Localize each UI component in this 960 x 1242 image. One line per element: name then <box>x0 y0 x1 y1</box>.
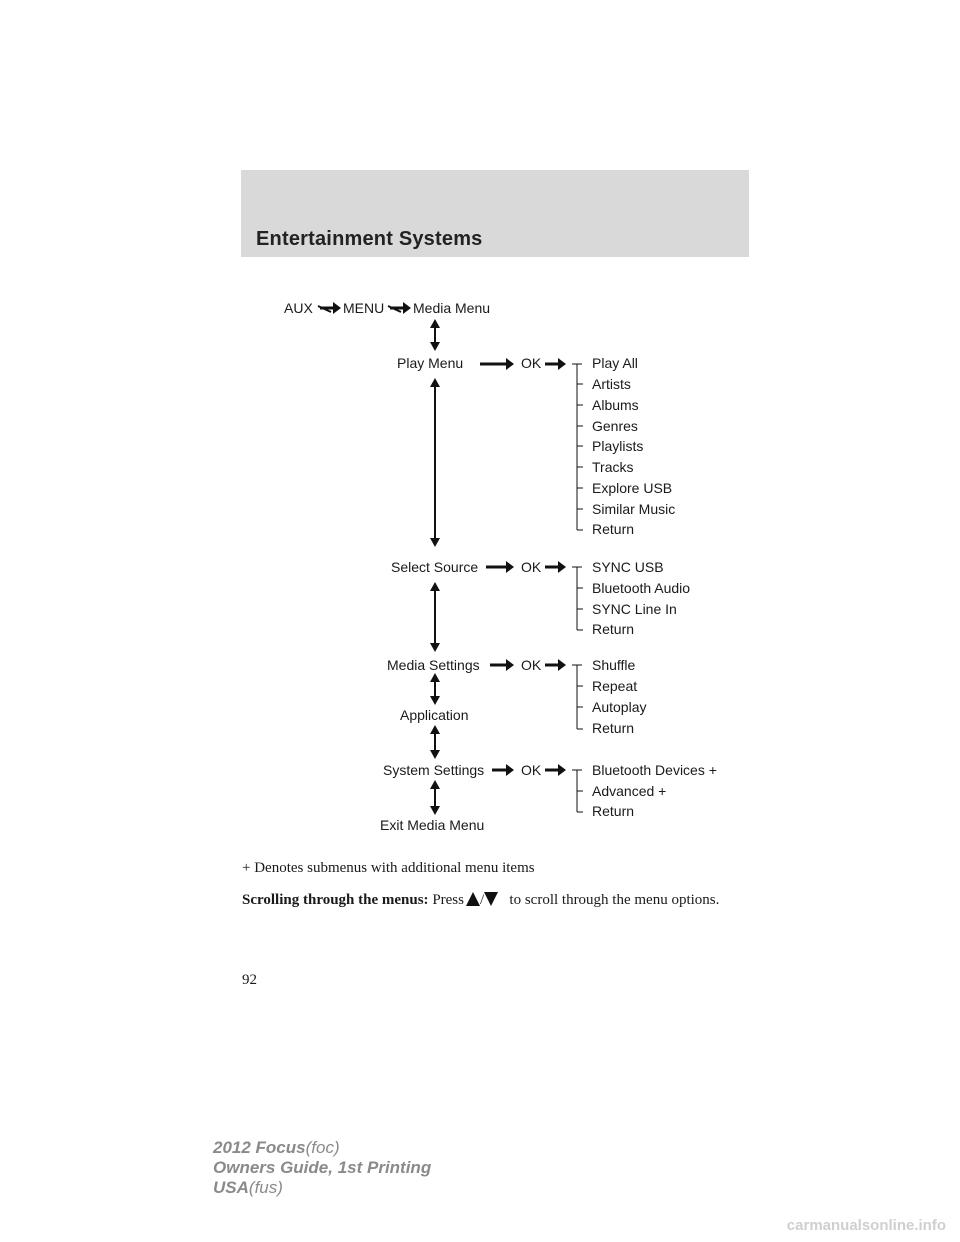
option-item: Return <box>592 521 635 537</box>
option-item: Return <box>592 621 635 637</box>
right-arrow-icon <box>545 561 566 573</box>
updown-arrow-icon <box>430 319 440 351</box>
right-arrow-icon <box>545 659 566 671</box>
watermark: carmanualsonline.info <box>786 1217 946 1234</box>
right-arrow-icon <box>492 764 514 776</box>
scroll-separator: / <box>479 892 485 908</box>
option-item: Bluetooth Devices + <box>592 762 717 778</box>
options-bracket <box>572 364 583 530</box>
ok-label: OK <box>521 762 542 778</box>
option-item: SYNC Line In <box>592 601 677 617</box>
page-number: 92 <box>242 972 257 988</box>
right-arrow-icon <box>490 659 514 671</box>
scroll-instructions <box>242 890 762 911</box>
option-item: Playlists <box>592 438 644 454</box>
option-item: Return <box>592 803 635 819</box>
menu-play-menu: Play Menu <box>397 355 464 371</box>
scroll-label: Scrolling through the menus: <box>242 892 429 908</box>
footer-model-code: (foc) <box>305 1138 340 1157</box>
menu-system-settings: System Settings <box>383 762 485 778</box>
option-item: Artists <box>592 376 631 392</box>
aux-label: AUX <box>284 300 313 316</box>
scroll-press: Press <box>432 892 464 908</box>
option-item: Bluetooth Audio <box>592 580 691 596</box>
option-item: Albums <box>592 397 639 413</box>
option-item: Advanced + <box>592 783 667 799</box>
footer-market-code: (fus) <box>248 1178 283 1197</box>
option-item: Explore USB <box>592 480 673 496</box>
menu-label: MENU <box>343 300 385 316</box>
options-bracket <box>572 567 583 630</box>
menu-select-source: Select Source <box>391 559 479 575</box>
updown-arrow-icon <box>430 378 440 547</box>
updown-arrow-icon <box>430 673 440 705</box>
option-item: Repeat <box>592 678 638 694</box>
right-arrow-icon <box>545 358 566 370</box>
options-bracket <box>572 665 583 729</box>
menu-exit-media-menu: Exit Media Menu <box>380 817 485 833</box>
down-arrow-icon <box>484 892 498 906</box>
footer-guide: Owners Guide, 1st Printing <box>213 1158 432 1177</box>
ok-label: OK <box>521 559 542 575</box>
updown-arrow-icon <box>430 780 440 815</box>
footer-model: 2012 Focus <box>213 1138 306 1157</box>
option-item: Genres <box>592 418 638 434</box>
option-item: SYNC USB <box>592 559 664 575</box>
ok-label: OK <box>521 657 542 673</box>
footnote: + Denotes submenus with additional menu items <box>242 860 535 876</box>
option-item: Tracks <box>592 459 634 475</box>
scroll-rest: to scroll through the menu options. <box>509 892 720 908</box>
option-item: Shuffle <box>592 657 636 673</box>
ok-label: OK <box>521 355 542 371</box>
document-footer <box>213 1138 431 1198</box>
up-arrow-icon <box>466 892 480 906</box>
option-item: Similar Music <box>592 501 676 517</box>
section-title: Entertainment Systems <box>256 228 483 250</box>
option-item: Play All <box>592 355 638 371</box>
options-bracket <box>572 770 583 812</box>
option-item: Return <box>592 720 635 736</box>
menu-media-settings: Media Settings <box>387 657 480 673</box>
menu-application: Application <box>400 707 469 723</box>
updown-arrow-icon <box>430 725 440 759</box>
right-arrow-icon <box>486 561 514 573</box>
right-arrow-icon <box>388 302 411 314</box>
footer-market: USA <box>213 1178 249 1197</box>
right-arrow-icon <box>545 764 566 776</box>
updown-arrow-icon <box>430 582 440 652</box>
option-item: Autoplay <box>592 699 647 715</box>
right-arrow-icon <box>480 358 514 370</box>
media-menu-label: Media Menu <box>413 300 491 316</box>
right-arrow-icon <box>318 302 341 314</box>
